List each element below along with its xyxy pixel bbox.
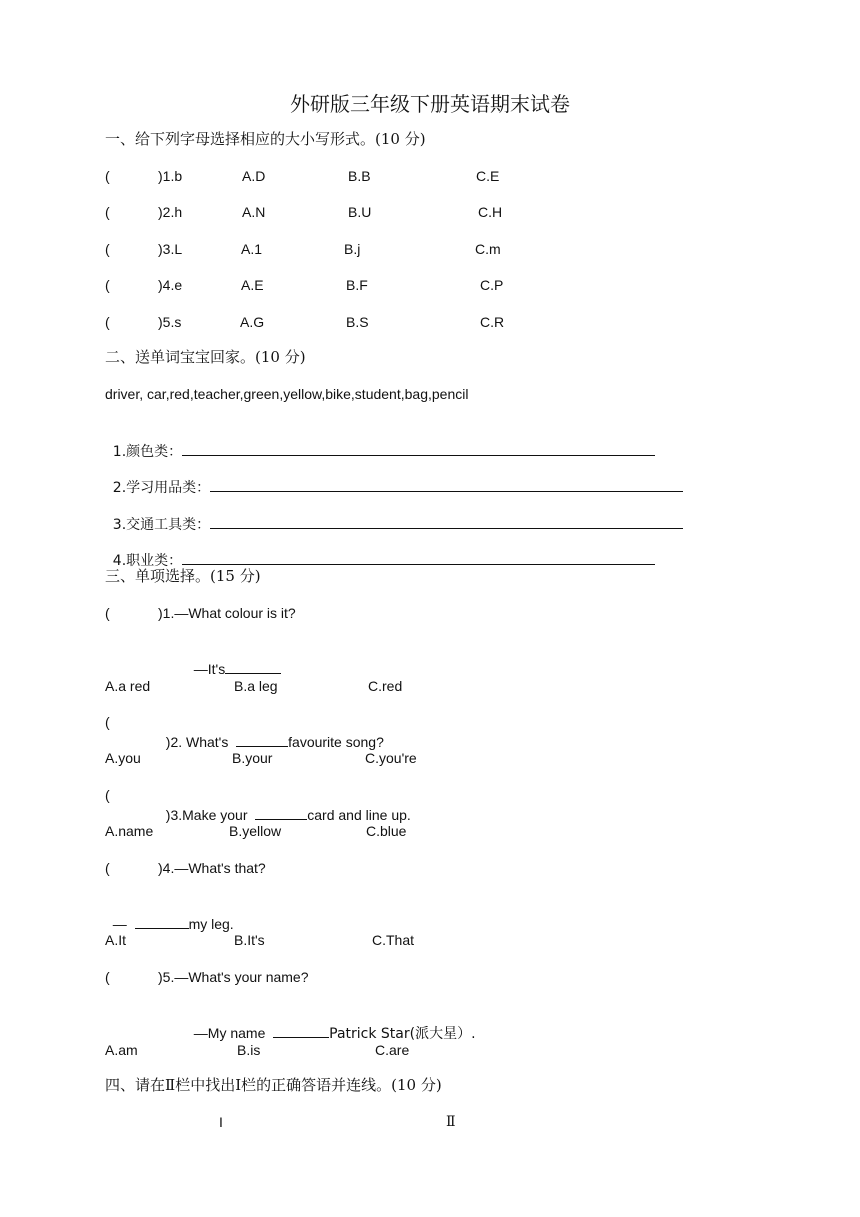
question-2-text: [158, 712, 384, 752]
answer-blank[interactable]: [210, 477, 683, 492]
section-4-heading: 四、请在Ⅱ栏中找出Ⅰ栏的正确答语并连线。(10 分): [105, 1076, 442, 1094]
answer-paren: (: [105, 714, 110, 730]
answer-paren: (: [105, 168, 110, 184]
option-b: B.U: [348, 204, 372, 220]
answer-paren: (: [105, 787, 110, 803]
section-3-heading: 三、单项选择。(15 分): [105, 567, 261, 585]
question-4-reply: [105, 894, 234, 934]
answer-blank[interactable]: [210, 514, 683, 529]
question-text: card and line up.: [307, 807, 411, 823]
category-label: 2.学习用品类：: [112, 480, 211, 496]
answer-blank[interactable]: [255, 805, 307, 820]
answer-paren: (: [105, 314, 110, 330]
question-text: )2.h: [158, 204, 183, 220]
option-c: C.m: [475, 241, 501, 257]
option-b: B.is: [237, 1042, 261, 1058]
category-label: 4.职业类：: [112, 553, 183, 569]
option-c: C.P: [480, 277, 504, 293]
option-b: B.It's: [234, 932, 265, 948]
question-5-reply: [186, 1003, 476, 1044]
answer-paren: (: [105, 860, 110, 876]
question-text: )3.L: [158, 241, 183, 257]
category-school-things: [105, 457, 683, 498]
option-b: B.your: [232, 750, 273, 766]
word-bank: driver, car,red,teacher,green,yellow,bike,student,bag,pencil: [105, 386, 469, 402]
option-a: A.E: [241, 277, 264, 293]
option-b: B.j: [344, 241, 361, 257]
option-a: A.you: [105, 750, 141, 766]
section-2-heading: 二、送单词宝宝回家。(10 分): [105, 348, 306, 366]
category-colors: [105, 421, 655, 462]
reply-text: my leg.: [188, 916, 234, 932]
option-b: B.B: [348, 168, 371, 184]
answer-paren: (: [105, 204, 110, 220]
option-a: A.N: [242, 204, 266, 220]
option-b: B.S: [346, 314, 369, 330]
page-title: 外研版三年级下册英语期末试卷: [290, 92, 570, 116]
option-b: B.F: [346, 277, 368, 293]
answer-paren: (: [105, 241, 110, 257]
answer-blank[interactable]: [273, 1023, 329, 1038]
answer-paren: (: [105, 605, 110, 621]
option-a: A.It: [105, 932, 127, 948]
answer-blank[interactable]: [236, 732, 288, 747]
option-c: C.E: [476, 168, 500, 184]
option-c: C.R: [480, 314, 505, 330]
reply-text: —: [112, 916, 131, 932]
answer-blank[interactable]: [225, 659, 281, 674]
option-b: B.a leg: [234, 678, 278, 694]
category-transport: [105, 494, 683, 535]
question-text: )2. What's: [165, 734, 233, 750]
question-text: )5.s: [158, 314, 182, 330]
answer-blank[interactable]: [182, 441, 655, 456]
option-c: C.are: [375, 1042, 410, 1058]
option-a: A.D: [242, 168, 266, 184]
reply-text: Patrick Star(派大星）.: [329, 1026, 476, 1042]
question-1-reply: [186, 639, 281, 679]
category-label: 1.颜色类：: [112, 444, 183, 460]
option-c: C.That: [372, 932, 415, 948]
section-1-heading: 一、给下列字母选择相应的大小写形式。(10 分): [105, 130, 426, 148]
question-text: )1.b: [158, 168, 183, 184]
answer-blank[interactable]: [182, 550, 655, 565]
answer-paren: (: [105, 969, 110, 985]
question-3-text: [158, 785, 411, 825]
reply-text: —It's: [193, 661, 226, 677]
question-text: )4.e: [158, 277, 183, 293]
question-1-text: )1.—What colour is it?: [158, 605, 296, 621]
option-a: A.G: [240, 314, 265, 330]
option-a: A.a red: [105, 678, 151, 694]
answer-blank[interactable]: [135, 914, 189, 929]
option-a: A.name: [105, 823, 154, 839]
question-text: favourite song?: [288, 734, 384, 750]
option-b: B.yellow: [229, 823, 282, 839]
option-a: A.1: [241, 241, 263, 257]
option-c: C.H: [478, 204, 503, 220]
option-c: C.red: [368, 678, 403, 694]
answer-paren: (: [105, 277, 110, 293]
question-4-text: )4.—What's that?: [158, 860, 266, 876]
question-5-text: )5.—What's your name?: [158, 969, 309, 985]
question-text: )3.Make your: [165, 807, 252, 823]
reply-text: —My name: [193, 1025, 270, 1041]
category-label: 3.交通工具类：: [112, 517, 211, 533]
column-1-label: I: [219, 1114, 223, 1130]
column-2-label: Ⅱ: [446, 1114, 456, 1130]
category-jobs: [105, 530, 655, 571]
option-a: A.am: [105, 1042, 138, 1058]
option-c: C.you're: [365, 750, 417, 766]
option-c: C.blue: [366, 823, 407, 839]
